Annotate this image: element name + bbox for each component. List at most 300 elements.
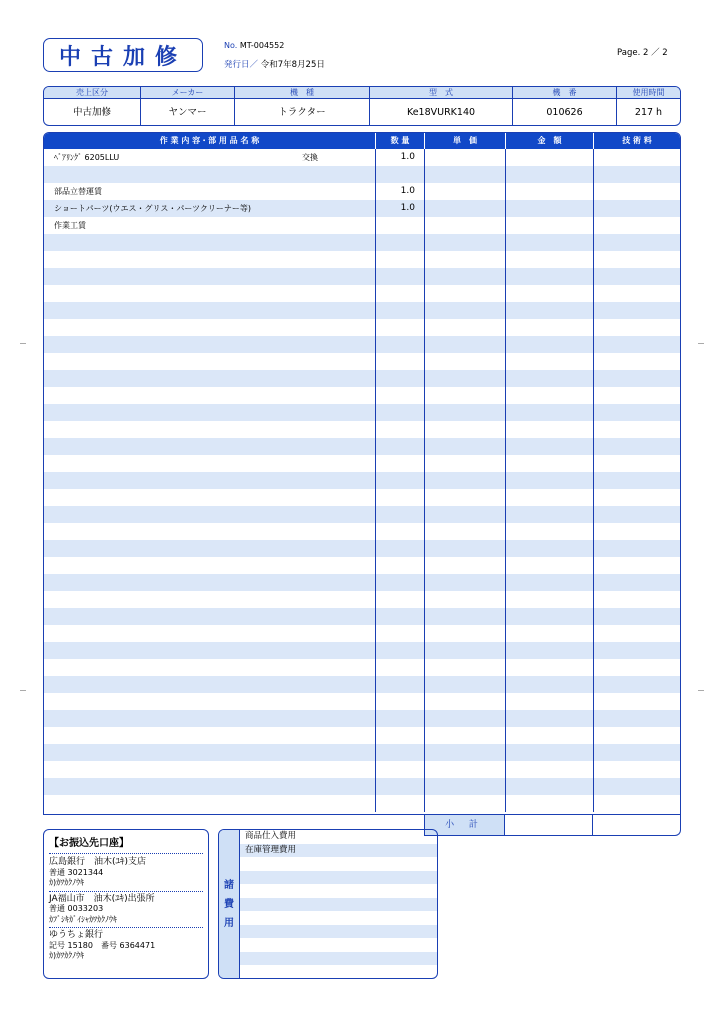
table-row [44,285,680,302]
table-row [44,302,680,319]
item-amount [506,387,594,404]
table-row [44,234,680,251]
table-row [44,625,680,642]
table-row [44,608,680,625]
item-amount [506,251,594,268]
item-tech-fee [594,625,680,642]
items-header-tech-fee: 技 術 料 [622,136,652,145]
item-name: ショートパーツ(ウエス・グリス・パーツクリーナー等) [54,204,252,213]
info-header-type: 型 式 [370,87,513,98]
item-unit-price [425,438,506,455]
item-amount [506,574,594,591]
bank-name: 広島銀行 油木(ﾕｷ)支店 [49,857,147,867]
item-description [44,642,376,659]
item-description [44,421,376,438]
issue-date-label: 発行日／ [224,60,259,70]
item-quantity [376,540,425,557]
item-description [44,166,376,183]
item-unit-price [425,200,506,217]
item-description [44,217,376,234]
item-quantity [376,676,425,693]
item-unit-price [425,353,506,370]
item-amount [506,285,594,302]
misc-expense-row [240,938,437,952]
item-tech-fee [594,761,680,778]
item-description [44,778,376,795]
document-number [224,41,284,50]
table-row [44,421,680,438]
table-row [44,387,680,404]
item-tech-fee [594,302,680,319]
page-number: Page. 2 ／ 2 [617,48,668,58]
bank-holder: ｶ)ｶﾜｶｸﾉｳｷ [49,878,85,887]
item-description [44,540,376,557]
item-unit-price [425,149,506,166]
item-tech-fee [594,642,680,659]
misc-expense-row [240,911,437,925]
bank-number: 記号 15180 番号 6364471 [49,940,156,950]
item-amount [506,149,594,166]
issue-date [224,58,325,70]
item-quantity [376,285,425,302]
item-unit-price [425,540,506,557]
item-tech-fee [594,421,680,438]
item-amount [506,761,594,778]
info-header-model: 機 種 [235,87,370,98]
item-amount [506,489,594,506]
item-quantity [376,370,425,387]
item-quantity [376,727,425,744]
item-quantity [376,506,425,523]
misc-side-label [219,830,240,978]
item-unit-price [425,574,506,591]
table-row [44,200,680,217]
item-tech-fee [594,268,680,285]
item-description [44,251,376,268]
table-row [44,659,680,676]
item-amount [506,540,594,557]
item-unit-price [425,778,506,795]
item-quantity [376,625,425,642]
item-tech-fee [594,166,680,183]
table-row [44,370,680,387]
item-amount [506,455,594,472]
item-description [44,404,376,421]
item-quantity [376,574,425,591]
table-row [44,710,680,727]
item-unit-price [425,608,506,625]
item-description [44,710,376,727]
items-header-row [44,133,680,149]
item-unit-price [425,693,506,710]
item-quantity [376,761,425,778]
item-quantity [376,710,425,727]
table-row [44,795,680,812]
items-header-description: 作 業 内 容・部 用 品 名 称 [44,133,376,149]
item-unit-price [425,455,506,472]
misc-rows [240,830,437,978]
item-description [44,353,376,370]
item-description [44,472,376,489]
item-quantity: 1.0 [376,183,425,200]
table-row [44,523,680,540]
item-tech-fee [594,795,680,812]
item-description [44,302,376,319]
table-row [44,761,680,778]
doc-no-label: No. [224,41,238,50]
table-row [44,336,680,353]
item-unit-price [425,268,506,285]
item-amount [506,336,594,353]
item-amount [506,693,594,710]
item-tech-fee [594,370,680,387]
item-description [44,183,376,200]
item-description [44,438,376,455]
item-tech-fee [594,710,680,727]
bank-account [49,930,203,964]
item-amount [506,234,594,251]
item-description [44,608,376,625]
item-amount [506,795,594,812]
item-unit-price [425,370,506,387]
item-quantity [376,268,425,285]
item-quantity [376,302,425,319]
info-model: トラクター [235,99,370,126]
item-tech-fee [594,693,680,710]
table-row [44,557,680,574]
info-type: Ke18VURK140 [370,99,513,126]
item-description [44,744,376,761]
misc-expense-row [240,884,437,898]
table-row [44,438,680,455]
item-tech-fee [594,659,680,676]
item-tech-fee [594,540,680,557]
item-quantity [376,234,425,251]
item-quantity [376,744,425,761]
item-quantity [376,795,425,812]
info-value-row [44,99,680,126]
item-unit-price [425,472,506,489]
item-tech-fee [594,149,680,166]
item-amount [506,166,594,183]
item-quantity [376,523,425,540]
items-header-quantity: 数 量 [376,133,425,149]
item-amount [506,591,594,608]
table-row [44,642,680,659]
misc-expense-row [240,898,437,912]
item-amount [506,642,594,659]
table-row [44,676,680,693]
misc-side-char: 費 [224,898,234,910]
document-title: 中古加修 [43,38,203,72]
item-quantity [376,591,425,608]
misc-expense-row [240,857,437,871]
table-row [44,251,680,268]
info-maker: ヤンマー [141,99,235,126]
item-tech-fee [594,234,680,251]
item-unit-price [425,387,506,404]
item-unit-price [425,506,506,523]
table-row [44,506,680,523]
item-description [44,455,376,472]
item-description [44,149,376,166]
item-description [44,200,376,217]
bank-account [49,857,203,892]
item-amount [506,727,594,744]
info-serial: 010626 [513,99,617,126]
item-amount [506,608,594,625]
bank-number: 普通 0033203 [49,904,104,913]
item-amount [506,421,594,438]
info-header-sales-type: 売上区分 [44,87,141,98]
item-tech-fee [594,489,680,506]
item-amount [506,676,594,693]
fold-mark [698,343,704,344]
item-quantity [376,642,425,659]
item-unit-price [425,336,506,353]
item-quantity [376,778,425,795]
item-unit-price [425,659,506,676]
item-tech-fee [594,336,680,353]
item-tech-fee [594,217,680,234]
table-row [44,727,680,744]
item-name: ﾍﾞｱﾘﾝｸﾞ 6205LLU [54,153,120,162]
doc-no-value: MT-004552 [239,41,285,50]
item-description [44,370,376,387]
item-quantity [376,659,425,676]
info-header-serial: 機 番 [513,87,617,98]
item-unit-price [425,234,506,251]
item-unit-price [425,217,506,234]
misc-expense-row [240,952,437,966]
bank-holder: ｶ)ｶﾜｶｸﾉｳｷ [49,951,85,960]
item-amount [506,319,594,336]
item-amount [506,523,594,540]
item-tech-fee [594,387,680,404]
item-amount [506,659,594,676]
item-description [44,268,376,285]
item-tech-fee [594,591,680,608]
item-tech-fee [594,744,680,761]
item-amount [506,268,594,285]
subtotal-row [424,815,681,836]
item-description [44,727,376,744]
table-row [44,778,680,795]
table-row [44,574,680,591]
item-quantity [376,336,425,353]
item-unit-price [425,727,506,744]
item-quantity [376,608,425,625]
item-amount [506,778,594,795]
misc-expenses-box [218,829,438,979]
fold-mark [20,690,26,691]
fold-mark [698,690,704,691]
item-description [44,319,376,336]
item-unit-price [425,421,506,438]
item-note: 交換 [302,153,318,162]
bank-number: 普通 3021344 [49,867,104,877]
item-description [44,489,376,506]
item-description [44,659,376,676]
info-header-hours: 使用時間 [617,87,680,98]
table-row [44,489,680,506]
item-unit-price [425,166,506,183]
item-description [44,795,376,812]
item-quantity [376,489,425,506]
item-amount [506,625,594,642]
table-row [44,455,680,472]
misc-side-char: 用 [224,917,234,929]
items-body [44,149,680,812]
table-row [44,744,680,761]
item-description [44,336,376,353]
item-unit-price [425,489,506,506]
item-amount [506,370,594,387]
item-tech-fee [594,506,680,523]
item-description [44,506,376,523]
item-description [44,387,376,404]
item-tech-fee [594,608,680,625]
item-description [44,557,376,574]
bank-name: JA福山市 油木(ﾕｷ)出張所 [49,893,155,904]
item-unit-price [425,744,506,761]
item-amount [506,557,594,574]
item-quantity: 1.0 [376,200,425,217]
subtotal-amount [505,815,593,836]
item-tech-fee [594,455,680,472]
item-tech-fee [594,472,680,489]
item-amount [506,200,594,217]
item-unit-price [425,183,506,200]
item-amount [506,438,594,455]
item-unit-price [425,591,506,608]
item-tech-fee [594,183,680,200]
item-tech-fee [594,676,680,693]
item-unit-price [425,404,506,421]
table-row [44,149,680,166]
item-unit-price [425,710,506,727]
bank-account [49,894,203,929]
item-unit-price [425,642,506,659]
item-quantity [376,472,425,489]
table-row [44,268,680,285]
item-description [44,234,376,251]
item-tech-fee [594,438,680,455]
info-header-maker: メーカー [141,87,235,98]
item-quantity [376,455,425,472]
item-tech-fee [594,285,680,302]
item-quantity [376,251,425,268]
bank-name: ゆうちょ銀行 [49,930,104,940]
item-description [44,676,376,693]
item-unit-price [425,761,506,778]
item-quantity [376,438,425,455]
item-tech-fee [594,523,680,540]
item-quantity [376,319,425,336]
item-amount [506,353,594,370]
item-amount [506,710,594,727]
table-row [44,217,680,234]
item-unit-price [425,285,506,302]
misc-side-char: 諸 [224,879,234,891]
item-quantity [376,693,425,710]
item-quantity [376,217,425,234]
vehicle-info-table [43,86,681,126]
subtotal-label: 小 計 [424,815,505,836]
item-tech-fee [594,404,680,421]
item-name: 作業工賃 [54,221,86,230]
item-unit-price [425,557,506,574]
bank-holder: ｶﾌﾞｼｷｶﾞｲｼｬｶﾜｶｸﾉｳｷ [49,914,117,924]
item-amount [506,217,594,234]
item-name: 部品立替運賃 [54,187,102,196]
table-row [44,404,680,421]
item-amount [506,183,594,200]
items-header-amount: 金 額 [506,133,594,149]
table-row [44,591,680,608]
item-tech-fee [594,574,680,591]
item-description [44,523,376,540]
item-unit-price [425,302,506,319]
item-tech-fee [594,251,680,268]
item-description [44,591,376,608]
info-sales-type: 中古加修 [44,99,141,126]
misc-expense-row [240,925,437,939]
item-quantity [376,404,425,421]
item-unit-price [425,795,506,812]
table-row [44,472,680,489]
item-unit-price [425,251,506,268]
item-quantity [376,353,425,370]
item-quantity [376,166,425,183]
table-row [44,353,680,370]
item-amount [506,404,594,421]
item-quantity [376,421,425,438]
fold-mark [20,343,26,344]
item-unit-price [425,625,506,642]
item-tech-fee [594,353,680,370]
item-description [44,761,376,778]
misc-expense-row: 在庫管理費用 [240,844,437,858]
bank-title: 【お振込先口座】 [49,834,203,854]
table-row [44,166,680,183]
items-header-unit-price: 単 価 [425,133,506,149]
item-tech-fee [594,778,680,795]
items-table [43,132,681,815]
item-description [44,625,376,642]
table-row [44,319,680,336]
item-quantity: 1.0 [376,149,425,166]
item-unit-price [425,523,506,540]
item-tech-fee [594,319,680,336]
info-hours: 217 h [634,107,663,118]
table-row [44,183,680,200]
item-unit-price [425,319,506,336]
bank-account-box [43,829,209,979]
item-description [44,574,376,591]
item-amount [506,302,594,319]
misc-expense-row: 商品仕入費用 [245,831,297,841]
item-description [44,285,376,302]
item-unit-price [425,676,506,693]
item-amount [506,472,594,489]
info-header-row [44,87,680,99]
item-amount [506,506,594,523]
item-quantity [376,557,425,574]
misc-expense-row [240,871,437,885]
item-description [44,693,376,710]
table-row [44,693,680,710]
